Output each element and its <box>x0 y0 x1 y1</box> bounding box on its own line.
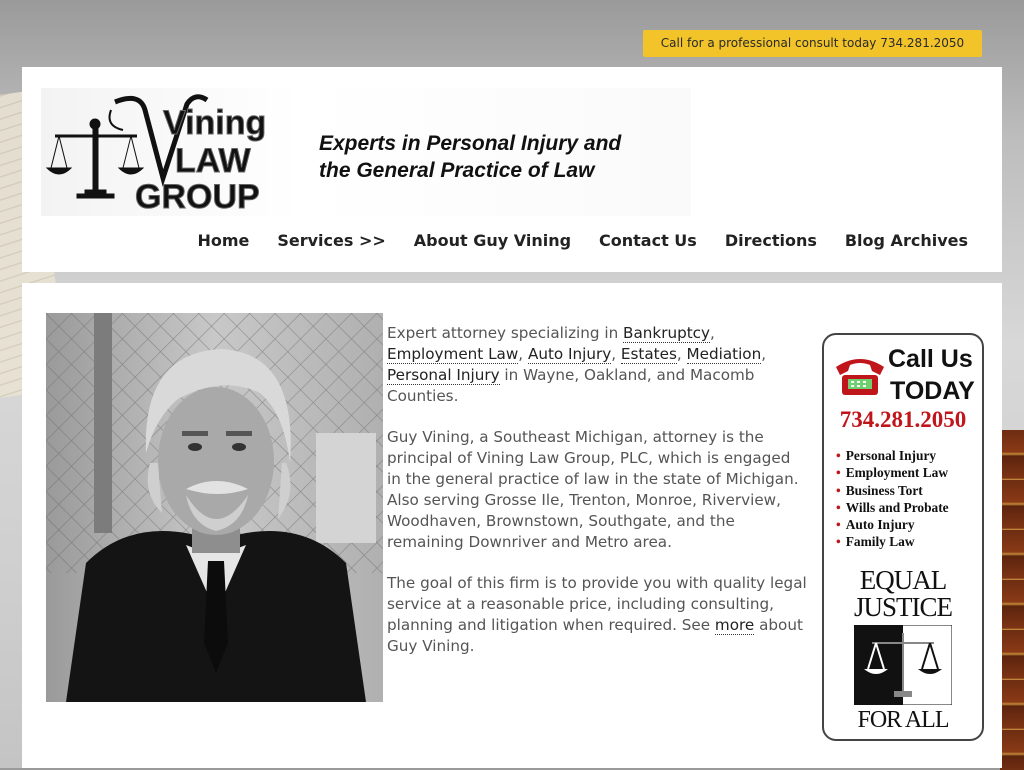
intro-text <box>387 323 807 677</box>
list-item: • Auto Injury <box>836 516 949 533</box>
header-banner <box>41 88 691 216</box>
link-estates[interactable]: Estates <box>620 345 677 363</box>
ad-phone-number: 734.281.2050 <box>839 407 967 432</box>
list-item: • Family Law <box>836 533 949 550</box>
tagline-line-2: the General Practice of Law <box>319 159 595 182</box>
link-more[interactable]: more <box>714 616 755 634</box>
main-nav <box>197 231 968 250</box>
about-paragraph: Guy Vining, a Southeast Michigan, attorney is the principal of Vining Law Group, PLC, which is engaged in the general practice of law in the state of Michigan. Also serving Grosse Ile, Trenton, Monroe, Riverview, Woodhaven, Brownstown, Southgate, and the remaining Downriver and Metro area. <box>387 428 799 551</box>
nav-directions[interactable]: Directions <box>724 231 817 250</box>
list-item: • Wills and Probate <box>836 499 949 516</box>
nav-about-guy-vining[interactable]: About Guy Vining <box>413 231 572 250</box>
svg-text:LAW: LAW <box>175 142 251 180</box>
call-banner: Call for a professional consult today 734.281.2050 <box>643 30 982 57</box>
goal-paragraph: The goal of this firm is to provide you with quality legal service at a reasonable price, including consulting, planning and litigation when required. See more about Guy Vining. <box>387 574 807 655</box>
ad-call-us-text: Call Us TODAY <box>888 345 975 405</box>
ad-equal-justice: EQUAL JUSTICE <box>853 565 952 622</box>
scales-icon <box>47 119 143 198</box>
telephone-icon <box>832 353 888 399</box>
attorney-portrait <box>46 313 383 702</box>
justice-scales-icon <box>854 625 952 705</box>
nav-services[interactable]: Services >> <box>277 231 386 250</box>
background-books <box>1000 430 1024 770</box>
nav-contact-us[interactable]: Contact Us <box>599 231 697 250</box>
nav-home[interactable]: Home <box>197 231 250 250</box>
nav-blog-archives[interactable]: Blog Archives <box>844 231 968 250</box>
svg-text:GROUP: GROUP <box>135 178 260 214</box>
ad-services-list <box>836 447 949 551</box>
link-personal-injury[interactable]: Personal Injury <box>387 366 500 384</box>
list-item: • Business Tort <box>836 482 949 499</box>
header-tagline <box>319 130 689 184</box>
link-employment-law[interactable]: Employment Law <box>387 345 519 363</box>
svg-text:Vining: Vining <box>163 104 267 142</box>
site-header <box>22 67 1002 272</box>
list-item: • Employment Law <box>836 464 949 481</box>
tagline-line-1: Experts in Personal Injury and <box>319 132 622 155</box>
link-bankruptcy[interactable]: Bankruptcy <box>623 324 710 342</box>
link-auto-injury[interactable]: Auto Injury <box>527 345 612 363</box>
main-content <box>22 283 1002 768</box>
list-item: • Personal Injury <box>836 447 949 464</box>
link-mediation[interactable]: Mediation <box>686 345 762 363</box>
vining-law-group-logo[interactable] <box>45 90 295 214</box>
ad-for-all: FOR ALL <box>857 707 949 733</box>
call-us-ad[interactable] <box>822 333 984 741</box>
intro-paragraph: Expert attorney specializing in Bankruptcy, Employment Law, Auto Injury, Estates, Mediation, Personal Injury in Wayne, Oakland, and Macomb Counties. <box>387 324 767 405</box>
